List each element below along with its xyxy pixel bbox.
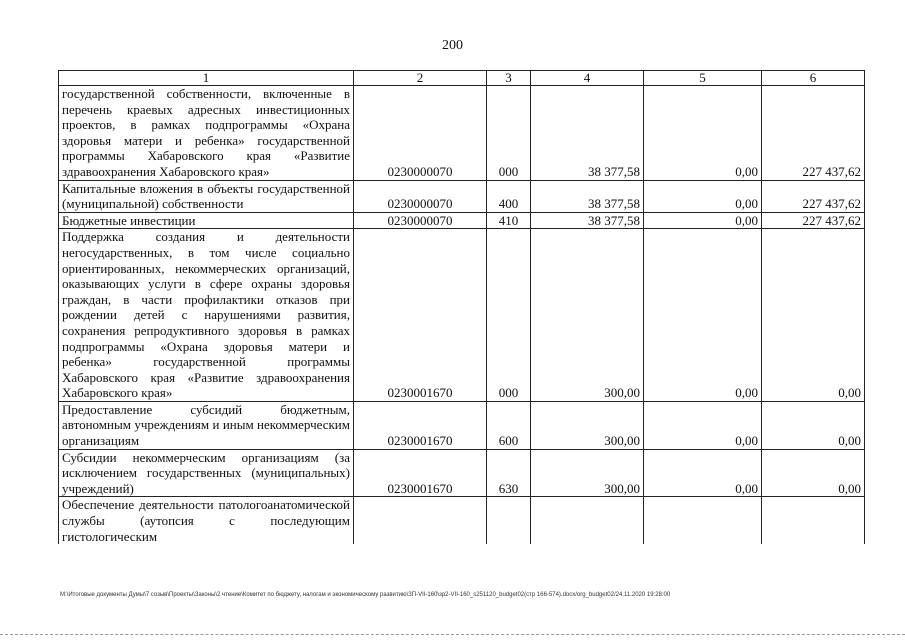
row-description: Субсидии некоммерческим организациям (за исключением государственных (муниципальных) учреждений) bbox=[59, 449, 354, 497]
target-code: 0230001670 bbox=[354, 229, 487, 402]
expense-kind bbox=[487, 497, 531, 544]
row-description: Обеспечение деятельности патологоанатомической службы (аутопсия с последующим гистологическим bbox=[59, 497, 354, 544]
row-description: Поддержка создания и деятельности негосударственных, в том числе социально ориентированных, некоммерческих организаций, оказывающих услуги в сфере охраны здоровья граждан, в части профилактики отказов при рождении детей с нарушениями развития, сохранения репродуктивного здоровья в рамках подпрограммы «Охрана здоровья матери и ребенка» государственной программы Хабаровского края «Развитие здравоохранения Хабаровского края» bbox=[59, 229, 354, 402]
target-code: 0230001670 bbox=[354, 401, 487, 449]
amount-col6: 227 437,62 bbox=[762, 180, 865, 212]
amount-col4: 300,00 bbox=[531, 229, 644, 402]
amount-col5: 0,00 bbox=[644, 229, 762, 402]
budget-table bbox=[58, 70, 865, 544]
target-code: 0230000070 bbox=[354, 180, 487, 212]
row-description: государственной собственности, включенные в перечень краевых адресных инвестиционных проектов, в рамках подпрограммы «Охрана здоровья матери и ребенка» государственной программы Хабаровского края «Развитие здравоохранения Хабаровского края» bbox=[59, 86, 354, 181]
amount-col4: 300,00 bbox=[531, 401, 644, 449]
column-header: 6 bbox=[762, 71, 865, 86]
table-row bbox=[59, 180, 865, 212]
table-row bbox=[59, 497, 865, 544]
amount-col4: 38 377,58 bbox=[531, 212, 644, 229]
column-header: 5 bbox=[644, 71, 762, 86]
page-edge-divider bbox=[0, 634, 905, 635]
amount-col4: 300,00 bbox=[531, 449, 644, 497]
amount-col6 bbox=[762, 497, 865, 544]
table-row bbox=[59, 229, 865, 402]
amount-col6: 0,00 bbox=[762, 449, 865, 497]
column-header: 1 bbox=[59, 71, 354, 86]
row-description: Предоставление субсидий бюджетным, автономным учреждениям и иным некоммерческим организациям bbox=[59, 401, 354, 449]
amount-col6: 0,00 bbox=[762, 401, 865, 449]
target-code: 0230001670 bbox=[354, 449, 487, 497]
row-description: Капитальные вложения в объекты государственной (муниципальной) собственности bbox=[59, 180, 354, 212]
document-footer-path: M:\Итоговые документы Думы\7 созыв\Проекты\Законы\2 чтение\Комитет по бюджету, налогам и экономическому развитию\ЗП-VII-160\зр2-VII-160_s251120_budget02(стр 166-574).docx/org_budget02/24.11.2020 19:28:00 bbox=[60, 592, 671, 598]
amount-col4: 38 377,58 bbox=[531, 180, 644, 212]
amount-col4: 38 377,58 bbox=[531, 86, 644, 181]
expense-kind: 410 bbox=[487, 212, 531, 229]
expense-kind: 000 bbox=[487, 229, 531, 402]
column-header: 3 bbox=[487, 71, 531, 86]
amount-col5: 0,00 bbox=[644, 401, 762, 449]
amount-col6: 227 437,62 bbox=[762, 212, 865, 229]
amount-col5: 0,00 bbox=[644, 212, 762, 229]
column-header: 2 bbox=[354, 71, 487, 86]
amount-col5: 0,00 bbox=[644, 86, 762, 181]
amount-col5 bbox=[644, 497, 762, 544]
page-number: 200 bbox=[442, 38, 463, 53]
amount-col5: 0,00 bbox=[644, 449, 762, 497]
target-code bbox=[354, 497, 487, 544]
expense-kind: 400 bbox=[487, 180, 531, 212]
table-header-row bbox=[59, 71, 865, 86]
expense-kind: 000 bbox=[487, 86, 531, 181]
amount-col6: 0,00 bbox=[762, 229, 865, 402]
table-row bbox=[59, 401, 865, 449]
amount-col4 bbox=[531, 497, 644, 544]
row-description: Бюджетные инвестиции bbox=[59, 212, 354, 229]
table-row bbox=[59, 449, 865, 497]
expense-kind: 630 bbox=[487, 449, 531, 497]
target-code: 0230000070 bbox=[354, 86, 487, 181]
amount-col5: 0,00 bbox=[644, 180, 762, 212]
target-code: 0230000070 bbox=[354, 212, 487, 229]
column-header: 4 bbox=[531, 71, 644, 86]
expense-kind: 600 bbox=[487, 401, 531, 449]
table-row bbox=[59, 212, 865, 229]
amount-col6: 227 437,62 bbox=[762, 86, 865, 181]
table-row bbox=[59, 86, 865, 181]
